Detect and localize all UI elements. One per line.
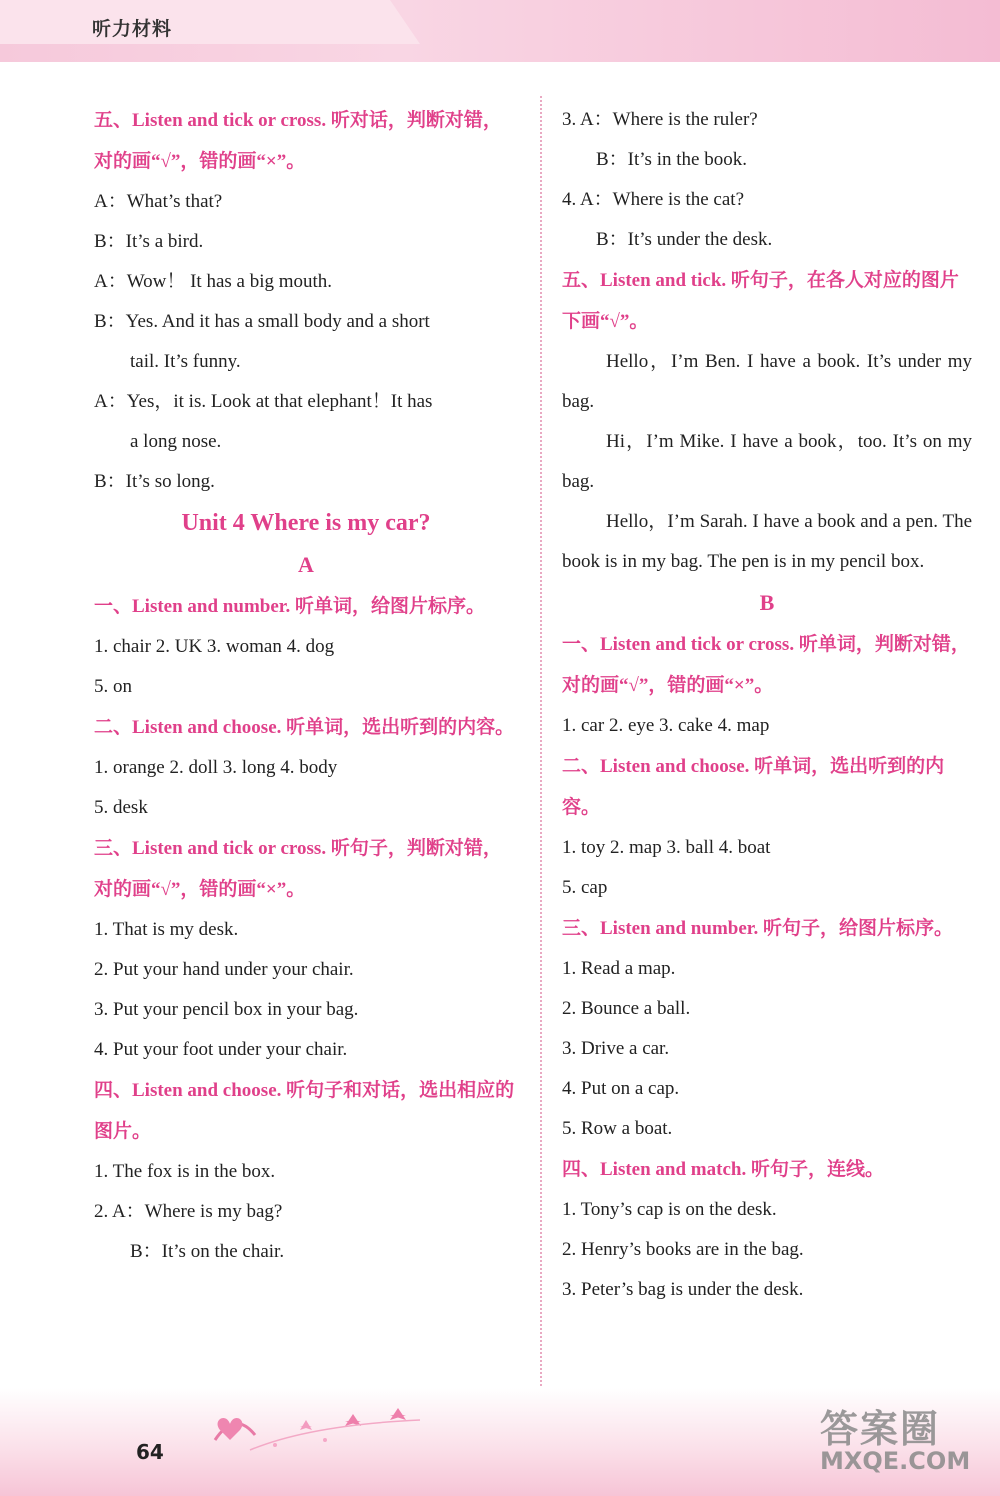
text-line: 1. Read a map. bbox=[562, 958, 676, 979]
section-heading: 一、Listen and tick or cross. 听单词，判断对错，对的画“√”，错的画“×”。 bbox=[562, 634, 970, 696]
text-line-indented: B：It’s in the book. bbox=[596, 149, 747, 170]
paragraph: Hi，I’m Mike. I have a book，too. It’s on my bag. bbox=[562, 431, 972, 492]
text-line: 2. A：Where is my bag? bbox=[94, 1201, 283, 1222]
watermark-line2: MXQE.COM bbox=[820, 1447, 971, 1475]
text-line: 1. toy 2. map 3. ball 4. boat bbox=[562, 837, 771, 858]
text-line: 1. The fox is in the box. bbox=[94, 1161, 276, 1182]
text-line: 3. Peter’s bag is under the desk. bbox=[562, 1279, 804, 1300]
section-heading: 二、Listen and choose. 听单词，选出听到的内容。 bbox=[562, 756, 945, 818]
section-heading: 二、Listen and choose. 听单词，选出听到的内容。 bbox=[94, 717, 515, 738]
text-line-indented: a long nose. bbox=[130, 431, 222, 452]
text-line-indented: tail. It’s funny. bbox=[130, 351, 241, 372]
right-column bbox=[562, 100, 972, 1310]
part-title: A bbox=[298, 552, 314, 577]
text-line: 2. Henry’s books are in the bag. bbox=[562, 1239, 804, 1260]
text-line: B：Yes. And it has a small body and a short bbox=[94, 311, 430, 332]
page-number: 64 bbox=[136, 1440, 164, 1464]
text-line: 1. car 2. eye 3. cake 4. map bbox=[562, 715, 770, 736]
text-line: 3. Put your pencil box in your bag. bbox=[94, 999, 359, 1020]
text-line-indented: B：It’s under the desk. bbox=[596, 229, 773, 250]
part-title: B bbox=[759, 590, 775, 615]
text-line: 1. Tony’s cap is on the desk. bbox=[562, 1199, 777, 1220]
paragraph: Hello，I’m Sarah. I have a book and a pen. The book is in my bag. The pen is in my pencil box. bbox=[562, 511, 972, 572]
text-line: 5. cap bbox=[562, 877, 608, 898]
text-line: 5. Row a boat. bbox=[562, 1118, 673, 1139]
section-heading: 三、Listen and number. 听句子，给图片标序。 bbox=[562, 918, 953, 939]
paragraph: Hello，I’m Ben. I have a book. It’s under my bag. bbox=[562, 351, 972, 412]
section-heading: 四、Listen and choose. 听句子和对话，选出相应的图片。 bbox=[94, 1080, 515, 1142]
unit-title: Unit 4 Where is my car? bbox=[181, 510, 431, 536]
section-heading: 一、Listen and number. 听单词，给图片标序。 bbox=[94, 596, 485, 617]
text-line: A：Yes，it is. Look at that elephant！It has bbox=[94, 391, 433, 412]
watermark-line1: 答案圈 bbox=[820, 1407, 941, 1451]
text-line: 4. A：Where is the cat? bbox=[562, 189, 745, 210]
text-line: 2. Put your hand under your chair. bbox=[94, 959, 354, 980]
text-line: 1. That is my desk. bbox=[94, 919, 239, 940]
text-line: 4. Put your foot under your chair. bbox=[94, 1039, 348, 1060]
text-line: 1. orange 2. doll 3. long 4. body bbox=[94, 757, 338, 778]
header-title: 听力材料 bbox=[92, 18, 173, 40]
text-line: 4. Put on a cap. bbox=[562, 1078, 680, 1099]
text-line: A：Wow！ It has a big mouth. bbox=[94, 271, 333, 292]
text-line: 3. Drive a car. bbox=[562, 1038, 670, 1059]
text-line: B：It’s so long. bbox=[94, 471, 215, 492]
text-line: 2. Bounce a ball. bbox=[562, 998, 691, 1019]
section-heading: 五、Listen and tick or cross. 听对话，判断对错，对的画“√”，错的画“×”。 bbox=[94, 110, 502, 172]
section-heading: 四、Listen and match. 听句子，连线。 bbox=[562, 1159, 884, 1180]
header-tab bbox=[0, 0, 420, 44]
column-divider bbox=[540, 96, 542, 1386]
watermark bbox=[820, 1398, 990, 1488]
text-line-indented: B：It’s on the chair. bbox=[130, 1241, 285, 1262]
text-line: A：What’s that? bbox=[94, 191, 223, 212]
text-line: B：It’s a bird. bbox=[94, 231, 204, 252]
flower-decoration-icon bbox=[205, 1400, 445, 1460]
section-heading: 五、Listen and tick. 听句子，在各人对应的图片下画“√”。 bbox=[562, 270, 959, 332]
section-heading: 三、Listen and tick or cross. 听句子，判断对错，对的画“√”，错的画“×”。 bbox=[94, 838, 502, 900]
text-line: 3. A：Where is the ruler? bbox=[562, 109, 758, 130]
left-column bbox=[94, 100, 518, 1272]
text-line: 5. desk bbox=[94, 797, 148, 818]
text-line: 5. on bbox=[94, 676, 132, 697]
text-line: 1. chair 2. UK 3. woman 4. dog bbox=[94, 636, 335, 657]
